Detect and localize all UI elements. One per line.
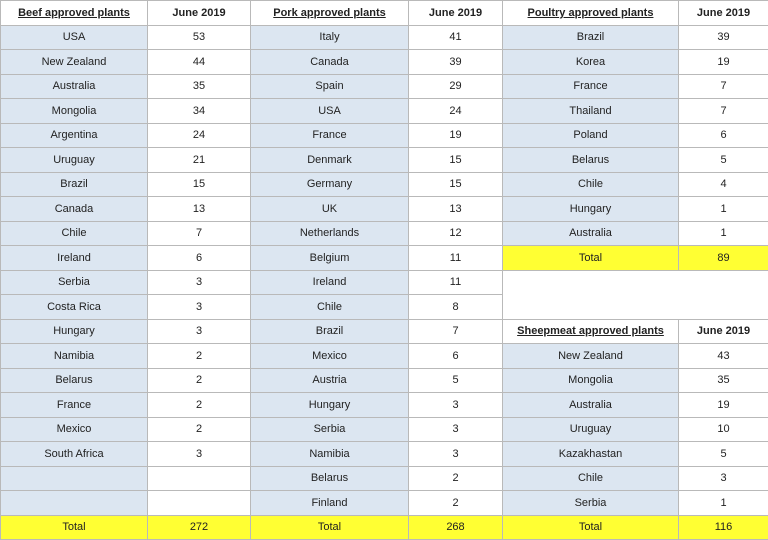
beef-country: Mongolia — [1, 99, 148, 124]
pork-country: Denmark — [251, 148, 409, 173]
pork-count: 24 — [409, 99, 503, 124]
pork-count: 8 — [409, 295, 503, 320]
beef-empty-cell — [148, 466, 251, 491]
poultry-count: 7 — [679, 74, 768, 99]
beef-country: Belarus — [1, 368, 148, 393]
sheep-total-value: 116 — [679, 515, 768, 540]
table-row — [1, 319, 768, 344]
pork-count: 15 — [409, 172, 503, 197]
poultry-header: Poultry approved plants — [503, 1, 679, 26]
beef-empty-cell — [1, 491, 148, 516]
spacer-cell — [679, 295, 768, 320]
beef-header: Beef approved plants — [1, 1, 148, 26]
beef-country: South Africa — [1, 442, 148, 467]
sheep-country: Serbia — [503, 491, 679, 516]
poultry-count: 4 — [679, 172, 768, 197]
beef-total-label: Total — [1, 515, 148, 540]
beef-country: Canada — [1, 197, 148, 222]
beef-count: 44 — [148, 50, 251, 75]
pork-count: 15 — [409, 148, 503, 173]
pork-count: 13 — [409, 197, 503, 222]
pork-count: 6 — [409, 344, 503, 369]
pork-count: 29 — [409, 74, 503, 99]
pork-count: 19 — [409, 123, 503, 148]
sheep-count: 3 — [679, 466, 768, 491]
pork-country: Finland — [251, 491, 409, 516]
poultry-count: 5 — [679, 148, 768, 173]
pork-country: UK — [251, 197, 409, 222]
pork-country: Canada — [251, 50, 409, 75]
spacer-cell — [503, 270, 679, 295]
beef-count: 3 — [148, 295, 251, 320]
table-row — [1, 25, 768, 50]
beef-empty-cell — [148, 491, 251, 516]
pork-country: Italy — [251, 25, 409, 50]
table-row — [1, 50, 768, 75]
pork-count: 39 — [409, 50, 503, 75]
pork-country: France — [251, 123, 409, 148]
sheep-month-header: June 2019 — [679, 319, 768, 344]
pork-country: Namibia — [251, 442, 409, 467]
beef-count: 2 — [148, 368, 251, 393]
beef-month-header: June 2019 — [148, 1, 251, 26]
sheep-count: 35 — [679, 368, 768, 393]
table-row — [1, 417, 768, 442]
poultry-total-value: 89 — [679, 246, 768, 271]
beef-country: USA — [1, 25, 148, 50]
poultry-country: Poland — [503, 123, 679, 148]
beef-count: 3 — [148, 442, 251, 467]
sheep-total-label: Total — [503, 515, 679, 540]
beef-count: 24 — [148, 123, 251, 148]
sheep-count: 43 — [679, 344, 768, 369]
beef-country: Uruguay — [1, 148, 148, 173]
poultry-country: Chile — [503, 172, 679, 197]
beef-count: 2 — [148, 393, 251, 418]
beef-country: Chile — [1, 221, 148, 246]
beef-country: Costa Rica — [1, 295, 148, 320]
table-row — [1, 74, 768, 99]
pork-country: Brazil — [251, 319, 409, 344]
pork-country: Chile — [251, 295, 409, 320]
table-row — [1, 246, 768, 271]
beef-empty-cell — [1, 466, 148, 491]
pork-country: Germany — [251, 172, 409, 197]
table-row — [1, 172, 768, 197]
poultry-count: 1 — [679, 221, 768, 246]
pork-count: 11 — [409, 270, 503, 295]
pork-country: Belarus — [251, 466, 409, 491]
beef-count: 6 — [148, 246, 251, 271]
beef-country: Mexico — [1, 417, 148, 442]
beef-count: 34 — [148, 99, 251, 124]
beef-country: Namibia — [1, 344, 148, 369]
table-row — [1, 1, 768, 26]
poultry-country: Australia — [503, 221, 679, 246]
sheep-count: 1 — [679, 491, 768, 516]
pork-country: Serbia — [251, 417, 409, 442]
pork-count: 41 — [409, 25, 503, 50]
beef-country: Serbia — [1, 270, 148, 295]
beef-count: 2 — [148, 344, 251, 369]
sheep-count: 10 — [679, 417, 768, 442]
spacer-cell — [503, 295, 679, 320]
pork-country: Ireland — [251, 270, 409, 295]
beef-count: 15 — [148, 172, 251, 197]
pork-country: Spain — [251, 74, 409, 99]
poultry-month-header: June 2019 — [679, 1, 768, 26]
table-row — [1, 99, 768, 124]
beef-country: Argentina — [1, 123, 148, 148]
pork-count: 5 — [409, 368, 503, 393]
sheep-header: Sheepmeat approved plants — [503, 319, 679, 344]
poultry-country: Korea — [503, 50, 679, 75]
beef-count: 2 — [148, 417, 251, 442]
pork-total-value: 268 — [409, 515, 503, 540]
poultry-count: 39 — [679, 25, 768, 50]
pork-count: 2 — [409, 491, 503, 516]
beef-country: New Zealand — [1, 50, 148, 75]
pork-country: Netherlands — [251, 221, 409, 246]
beef-country: Australia — [1, 74, 148, 99]
beef-total-value: 272 — [148, 515, 251, 540]
pork-count: 3 — [409, 393, 503, 418]
sheep-country: Uruguay — [503, 417, 679, 442]
sheep-country: Kazakhastan — [503, 442, 679, 467]
spacer-cell — [679, 270, 768, 295]
sheep-country: Chile — [503, 466, 679, 491]
poultry-country: Hungary — [503, 197, 679, 222]
poultry-count: 1 — [679, 197, 768, 222]
pork-country: Belgium — [251, 246, 409, 271]
poultry-country: Belarus — [503, 148, 679, 173]
table-row — [1, 393, 768, 418]
poultry-country: Thailand — [503, 99, 679, 124]
pork-country: Hungary — [251, 393, 409, 418]
beef-count: 3 — [148, 270, 251, 295]
table-row — [1, 368, 768, 393]
beef-country: France — [1, 393, 148, 418]
pork-country: Mexico — [251, 344, 409, 369]
beef-count: 53 — [148, 25, 251, 50]
table-row — [1, 515, 768, 540]
pork-count: 12 — [409, 221, 503, 246]
pork-count: 3 — [409, 442, 503, 467]
pork-month-header: June 2019 — [409, 1, 503, 26]
table-row — [1, 442, 768, 467]
poultry-count: 7 — [679, 99, 768, 124]
table-row — [1, 148, 768, 173]
sheep-count: 19 — [679, 393, 768, 418]
poultry-total-label: Total — [503, 246, 679, 271]
beef-country: Brazil — [1, 172, 148, 197]
sheep-count: 5 — [679, 442, 768, 467]
beef-country: Hungary — [1, 319, 148, 344]
beef-count: 35 — [148, 74, 251, 99]
table-row — [1, 270, 768, 295]
pork-count: 11 — [409, 246, 503, 271]
pork-country: Austria — [251, 368, 409, 393]
table-row — [1, 344, 768, 369]
table-row — [1, 221, 768, 246]
beef-count: 3 — [148, 319, 251, 344]
pork-count: 2 — [409, 466, 503, 491]
pork-count: 7 — [409, 319, 503, 344]
table-row — [1, 466, 768, 491]
poultry-country: Brazil — [503, 25, 679, 50]
poultry-count: 6 — [679, 123, 768, 148]
sheep-country: Mongolia — [503, 368, 679, 393]
beef-count: 21 — [148, 148, 251, 173]
pork-count: 3 — [409, 417, 503, 442]
poultry-count: 19 — [679, 50, 768, 75]
pork-country: USA — [251, 99, 409, 124]
pork-total-label: Total — [251, 515, 409, 540]
table-row — [1, 295, 768, 320]
table-row — [1, 123, 768, 148]
beef-country: Ireland — [1, 246, 148, 271]
sheep-country: Australia — [503, 393, 679, 418]
poultry-country: France — [503, 74, 679, 99]
pork-header: Pork approved plants — [251, 1, 409, 26]
beef-count: 7 — [148, 221, 251, 246]
sheep-country: New Zealand — [503, 344, 679, 369]
beef-count: 13 — [148, 197, 251, 222]
table-row — [1, 491, 768, 516]
table-row — [1, 197, 768, 222]
